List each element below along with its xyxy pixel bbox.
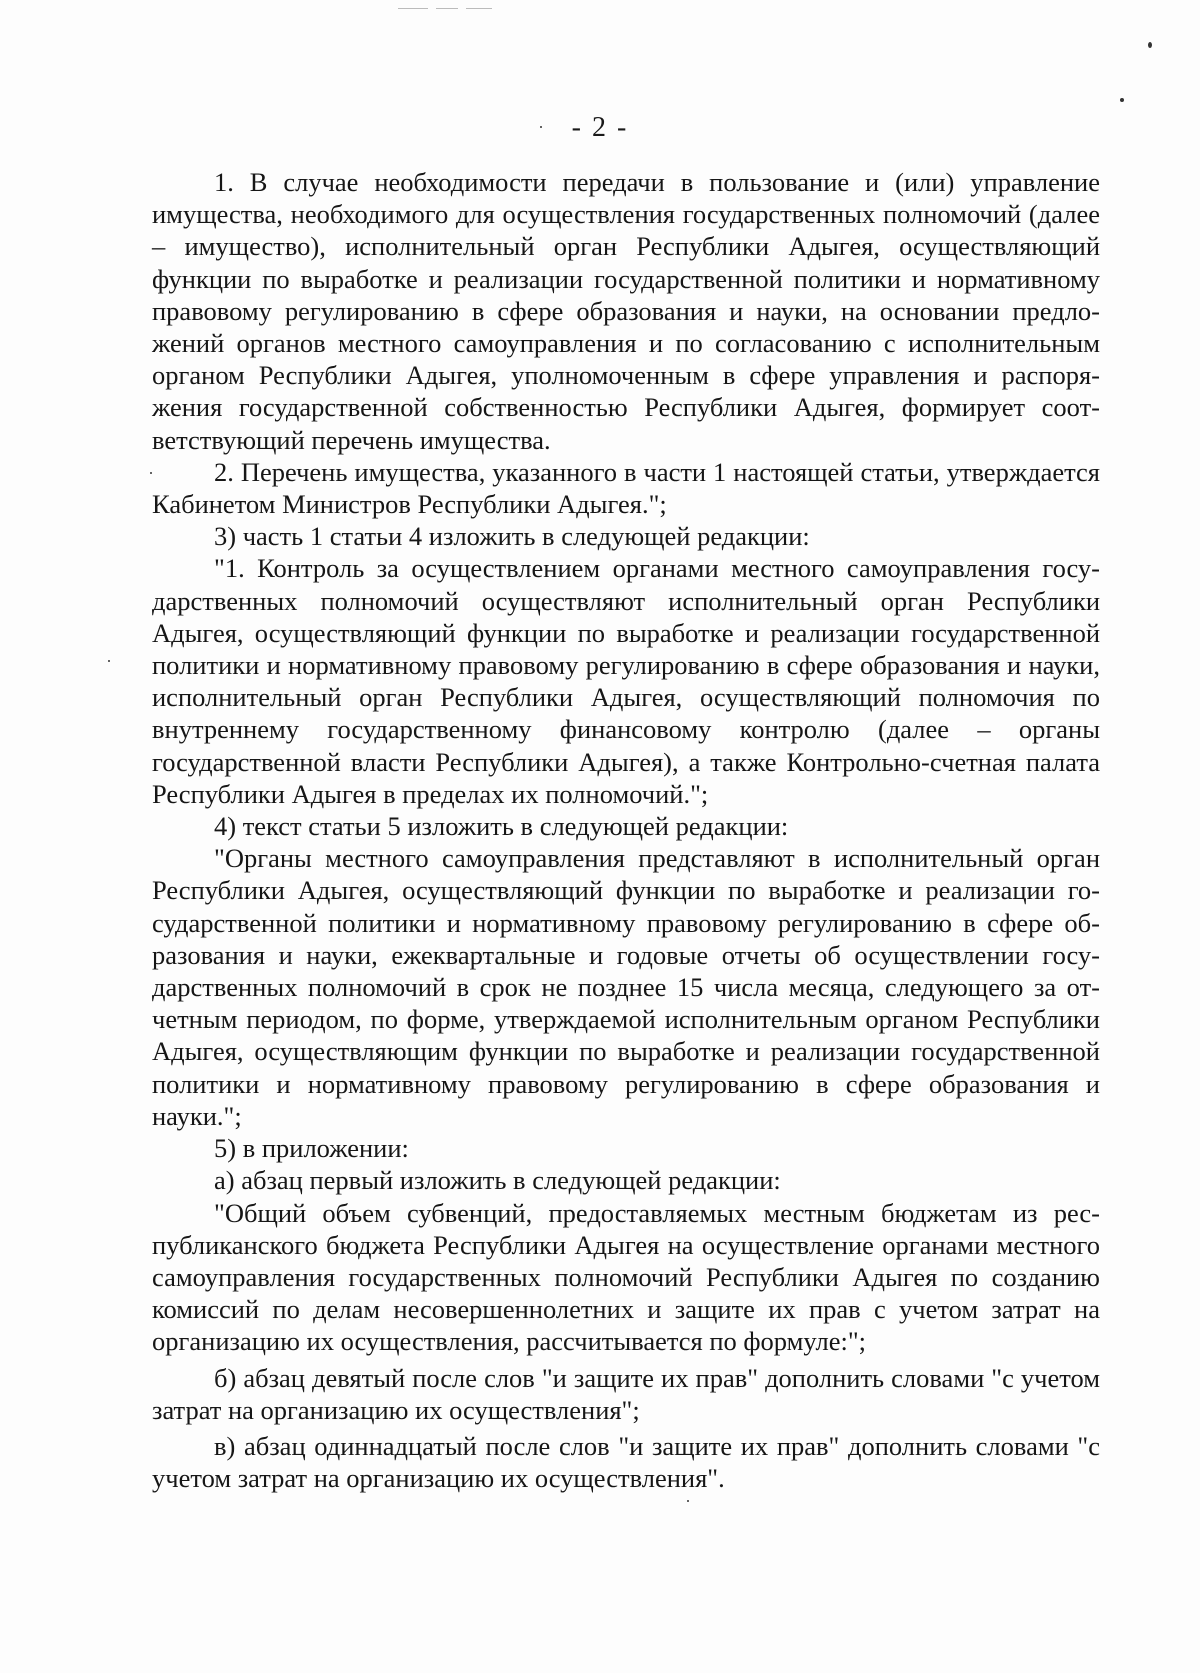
paragraph-8: а) абзац первый изложить в следующей редакции:: [214, 1165, 781, 1196]
scan-artifact: [466, 8, 492, 9]
page-number: - 2 -: [571, 112, 629, 143]
document-body: [152, 166, 1100, 1494]
paragraph-9: "Общий объем субвенций, предоставляемых местным бюджетам из республиканского бюджета Республики Адыгея на осуществление органами местного самоуправления государственных полномочий Республики Адыгея по созданию комиссий по делам несовершеннолетних и защите их прав с учетом затрат на организацию их осуществления, рассчитывается по формуле:";: [152, 1197, 1100, 1357]
paragraph-2: 2. Перечень имущества, указанного в части 1 настоящей статьи, утверждается Кабинетом Министров Республики Адыгея.";: [152, 456, 1100, 520]
scan-speck: [687, 1500, 689, 1502]
scan-artifact: [398, 8, 428, 9]
scan-artifact: [436, 8, 458, 9]
scan-speck: [108, 660, 110, 662]
paragraph-6: "Органы местного самоуправления представляют в исполнительный орган Республики Адыгея, осуществляющий функции по выработке и реализации государственной политики и нормативному правовому регулированию в сфере образования и науки, ежеквартальные и годовые отчеты об осуществлении государственных полномочий в срок не позднее 15 числа месяца, следующего за отчетным периодом, по форме, утверждаемой исполнительным органом Республики Адыгея, осуществляющим функции по выработке и реализации государственной политики и нормативному правовому регулированию в сфере образования и науки.";: [152, 843, 1100, 1131]
scan-speck: [1120, 98, 1124, 102]
paragraph-5: 4) текст статьи 5 изложить в следующей редакции:: [214, 811, 789, 842]
paragraph-3: 3) часть 1 статьи 4 изложить в следующей редакции:: [214, 521, 810, 552]
paragraph-4: "1. Контроль за осуществлением органами местного самоуправления государственных полномочий осуществляют исполнительный орган Республики Адыгея, осуществляющий функции по выработке и реализации государственной политики и нормативному правовому регулированию в сфере образования и науки, исполнительный орган Республики Адыгея, осуществляющий полномочия по внутреннему государственному финансовому контролю (далее – органы государственной власти Республики Адыгея), а также Контрольно-счетная палата Республики Адыгея в пределах их полномочий.";: [152, 553, 1100, 809]
paragraph-11: в) абзац одиннадцатый после слов "и защите их прав" дополнить словами "с учетом затрат на организацию их осуществления".: [152, 1430, 1100, 1494]
paragraph-7: 5) в приложении:: [214, 1133, 409, 1164]
scan-speck: [1148, 42, 1152, 48]
paragraph-10: б) абзац девятый после слов "и защите их прав" дополнить словами "с учетом затрат на организацию их осуществления";: [152, 1362, 1100, 1425]
paragraph-1: 1. В случае необходимости передачи в пользование и (или) управление имущества, необходимого для осуществления государственных полномочий (далее – имущество), исполнительный орган Республики Адыгея, осуществляющий функции по выработке и реализации государственной политики и нормативному правовому регулированию в сфере образования и науки, на основании предложений органов местного самоуправления и по согласованию с исполнительным органом Республики Адыгея, уполномоченным в сфере управления и распоряжения государственной собственностью Республики Адыгея, формирует соответствующий перечень имущества.: [152, 167, 1100, 455]
